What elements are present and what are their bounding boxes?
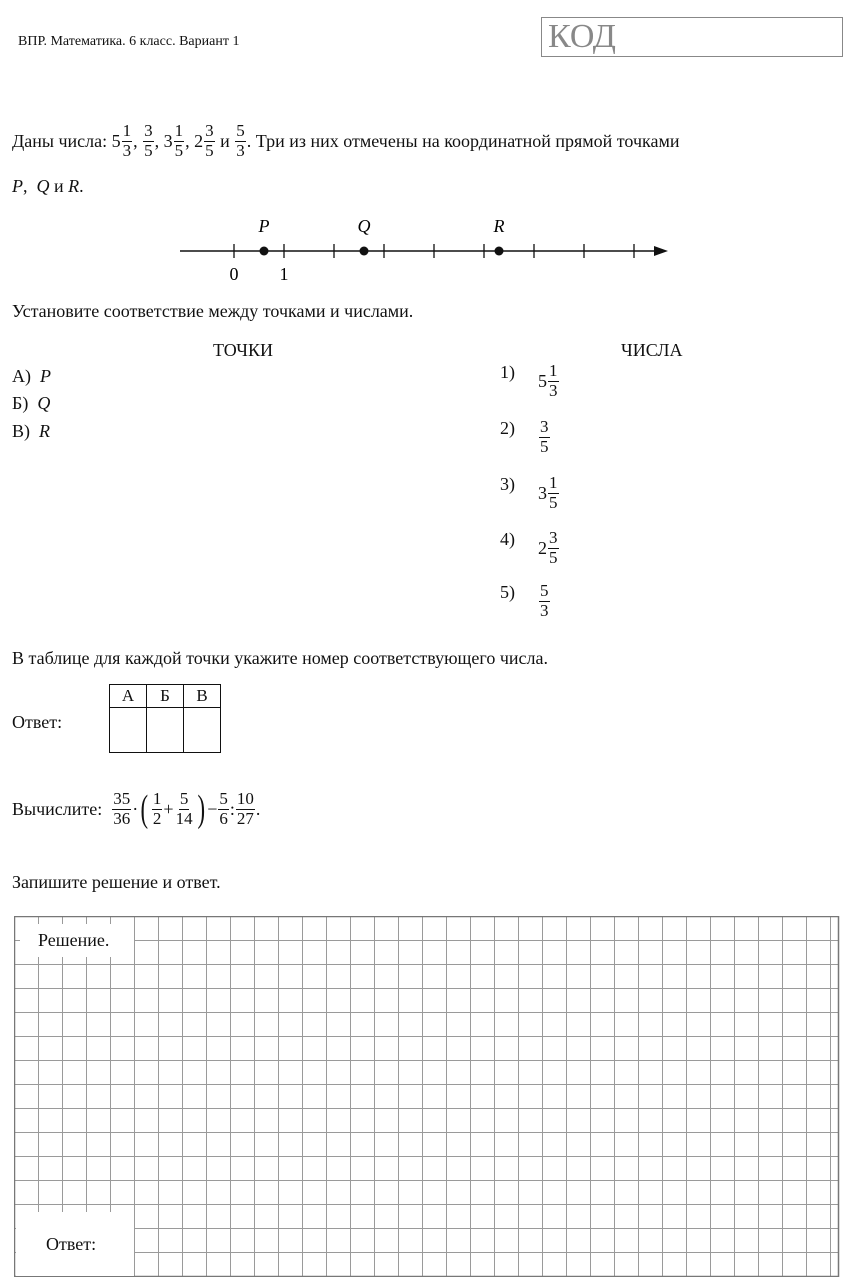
given-number-2: $\frac{3}{5}$ , — [144, 121, 160, 160]
option-4: 4) 2 $\frac{3}{5}$ — [500, 528, 558, 567]
table-instruction: В таблице для каждой точки укажите номер соответствующего числа. — [12, 648, 548, 668]
answer-label: Ответ: — [12, 712, 63, 732]
solution-label: Решение. — [20, 924, 134, 957]
calc-prefix: Вычислите: — [12, 798, 103, 819]
answer-cell-c[interactable] — [184, 708, 221, 753]
answer-cell-b[interactable] — [147, 708, 184, 753]
write-instruction: Запишите решение и ответ. — [12, 872, 221, 892]
number-line — [170, 210, 680, 290]
table-header-c: В — [184, 685, 221, 708]
axis-point-label-p: P — [258, 216, 270, 236]
points-line: P, Q и R. — [12, 176, 84, 196]
option-5: 5) $\frac{5}{3}$ — [500, 581, 549, 620]
option-1: 1) 5 $\frac{1}{3}$ — [500, 361, 558, 400]
option-2: 2) $\frac{3}{5}$ — [500, 417, 549, 456]
answer-table — [109, 684, 221, 753]
given-number-5: $\frac{5}{3}$ . — [236, 121, 252, 160]
axis-point-label-r: R — [493, 216, 505, 236]
option-3: 3) 3 $\frac{1}{5}$ — [500, 473, 558, 512]
axis-arrow — [654, 246, 668, 256]
col-points-title: ТОЧКИ — [213, 340, 274, 360]
solution-answer-label: Ответ: — [16, 1212, 134, 1276]
table-header-b: Б — [147, 685, 184, 708]
given-number-4: 2 $\frac{3}{5}$ — [194, 121, 214, 160]
axis-points — [258, 216, 505, 256]
and-word: и — [220, 130, 230, 151]
tick-label-0: 0 — [229, 264, 239, 284]
intro-prefix: Даны числа: — [12, 130, 108, 151]
match-instruction: Установите соответствие между точками и числами. — [12, 301, 414, 321]
col-numbers-title: ЧИСЛА — [621, 340, 683, 360]
kod-field[interactable]: КОД — [541, 17, 843, 57]
task2-expression: Вычислите: $\frac{35}{36}$ · ( $\frac{1}{2}$ + $\frac{5}{14}$ ) − $\frac{5}{6}$ : $\frac{10}{27}$ . — [12, 788, 261, 831]
point-item-c: В) R — [12, 421, 50, 441]
intro-suffix: Три из них отмечены на координатной прямой точками — [255, 130, 680, 151]
point-item-b: Б) Q — [12, 393, 51, 413]
tick-label-1: 1 — [279, 264, 289, 284]
given-number-3: 3 $\frac{1}{5}$ , — [163, 121, 190, 160]
solution-grid[interactable] — [14, 916, 840, 1277]
table-header-a: А — [110, 685, 147, 708]
axis-point-p — [260, 247, 269, 256]
axis-point-q — [360, 247, 369, 256]
header-title: ВПР. Математика. 6 класс. Вариант 1 — [18, 34, 240, 49]
point-item-a: А) P — [12, 366, 51, 386]
given-number-1: 5 $\frac{1}{3}$ , — [111, 121, 138, 160]
axis-point-label-q: Q — [357, 216, 371, 236]
task1-intro — [12, 122, 842, 160]
axis-point-r — [495, 247, 504, 256]
answer-cell-a[interactable] — [110, 708, 147, 753]
